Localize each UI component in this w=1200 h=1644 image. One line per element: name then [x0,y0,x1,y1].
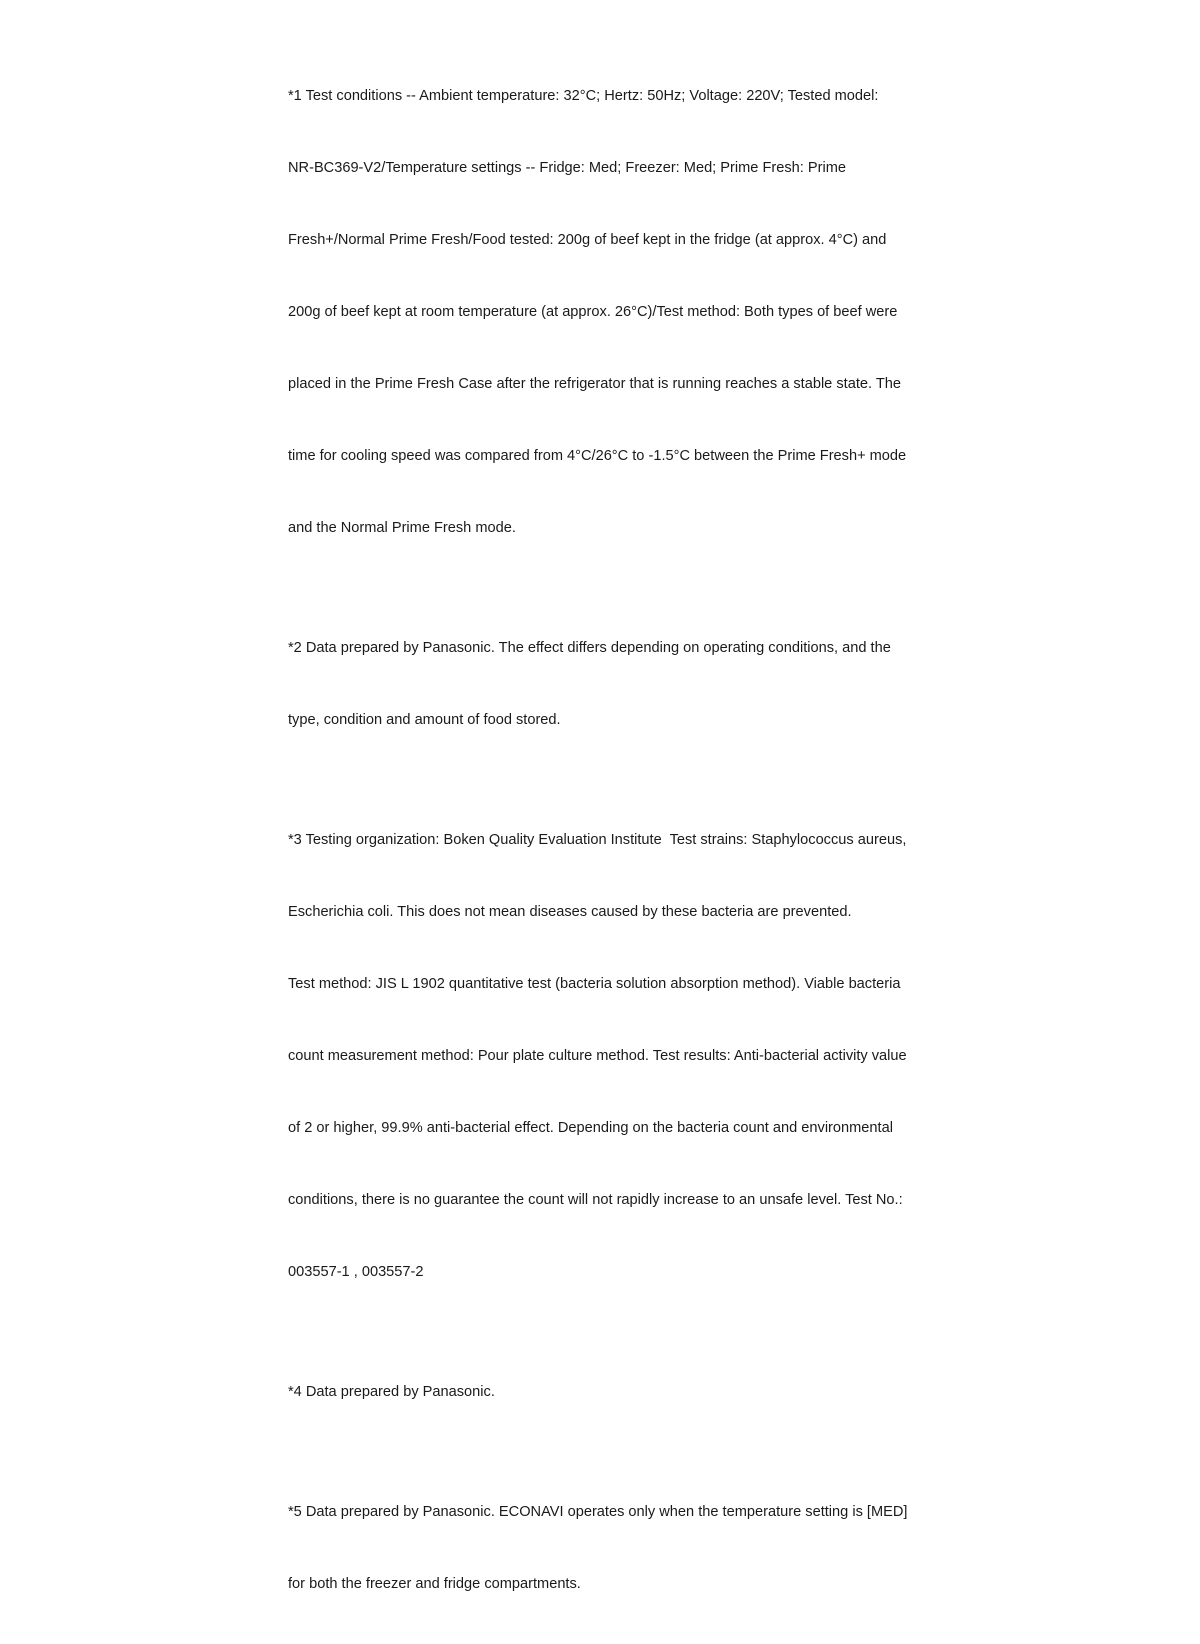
footnote-3-line: Test method: JIS L 1902 quantitative test (bacteria solution absorption method). Viable bacteria [288,976,901,992]
footnote-1 [288,36,928,588]
footnote-2-line: type, condition and amount of food stored. [288,712,561,728]
footnote-3 [288,780,928,1332]
footnote-1-line: time for cooling speed was compared from 4°C/26°C to -1.5°C between the Prime Fresh+ mode [288,448,907,464]
footnote-1-line: NR-BC369-V2/Temperature settings -- Fridge: Med; Freezer: Med; Prime Fresh: Prime [288,160,846,176]
footnote-2-line: *2 Data prepared by Panasonic. The effect differs depending on operating conditions, and the [288,640,891,656]
footnote-3-line: of 2 or higher, 99.9% anti-bacterial effect. Depending on the bacteria count and environmental [288,1120,893,1136]
footnote-1-line: and the Normal Prime Fresh mode. [288,520,516,536]
footnote-5-line: *5 Data prepared by Panasonic. ECONAVI operates only when the temperature setting is [MED] [288,1504,908,1520]
footnote-5-line: for both the freezer and fridge compartments. [288,1576,581,1592]
footnote-4 [288,1332,928,1452]
footnote-1-line: Fresh+/Normal Prime Fresh/Food tested: 200g of beef kept in the fridge (at approx. 4°C) and [288,232,887,248]
footnote-3-line: count measurement method: Pour plate culture method. Test results: Anti-bacterial activity value [288,1048,907,1064]
footnote-1-line: 200g of beef kept at room temperature (at approx. 26°C)/Test method: Both types of beef were [288,304,898,320]
footnote-3-line: conditions, there is no guarantee the count will not rapidly increase to an unsafe level. Test No.: [288,1192,903,1208]
footnote-5 [288,1452,928,1644]
footnotes-block [288,36,928,1644]
footnote-1-line: placed in the Prime Fresh Case after the refrigerator that is running reaches a stable state. The [288,376,901,392]
footnote-1-line: *1 Test conditions -- Ambient temperature: 32°C; Hertz: 50Hz; Voltage: 220V; Tested model: [288,88,879,104]
footnote-4-line: *4 Data prepared by Panasonic. [288,1384,495,1400]
footnote-3-line: *3 Testing organization: Boken Quality Evaluation Institute Test strains: Staphylococcus aureus, [288,832,907,848]
footnote-2 [288,588,928,780]
footnote-3-line: Escherichia coli. This does not mean diseases caused by these bacteria are prevented. [288,904,852,920]
footnote-3-line: 003557-1 , 003557-2 [288,1264,424,1280]
